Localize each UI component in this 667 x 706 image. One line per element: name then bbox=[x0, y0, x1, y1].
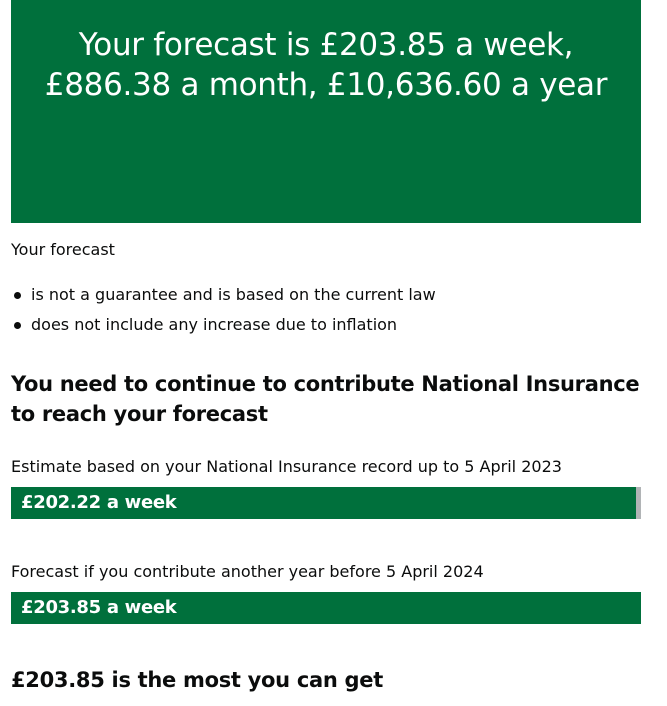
list-item bbox=[11, 315, 436, 335]
estimate-bar bbox=[11, 487, 641, 519]
forecast-panel-title: Your forecast is £203.85 a week, £886.38 a month, £10,636.60 a year bbox=[44, 27, 608, 103]
estimate-label: Estimate based on your National Insurance record up to 5 April 2023 bbox=[11, 457, 562, 476]
forecast-panel bbox=[11, 0, 641, 223]
forecast-bar-value: £203.85 a week bbox=[21, 597, 177, 618]
forecast-intro: Your forecast bbox=[11, 240, 115, 259]
estimate-bar-value: £202.22 a week bbox=[21, 492, 177, 513]
continue-contributing-heading: You need to continue to contribute National Insurance to reach your forecast bbox=[11, 372, 640, 426]
list-item-text: does not include any increase due to inflation bbox=[31, 315, 398, 334]
list-item bbox=[11, 285, 436, 305]
maximum-amount-heading: £203.85 is the most you can get bbox=[11, 668, 383, 692]
bullet-icon bbox=[14, 292, 21, 299]
list-item-text: is not a guarantee and is based on the current law bbox=[31, 285, 436, 304]
forecast-bar bbox=[11, 592, 641, 624]
forecast-caveats-list bbox=[11, 285, 436, 345]
bullet-icon bbox=[14, 322, 21, 329]
forecast-label: Forecast if you contribute another year before 5 April 2024 bbox=[11, 562, 484, 581]
